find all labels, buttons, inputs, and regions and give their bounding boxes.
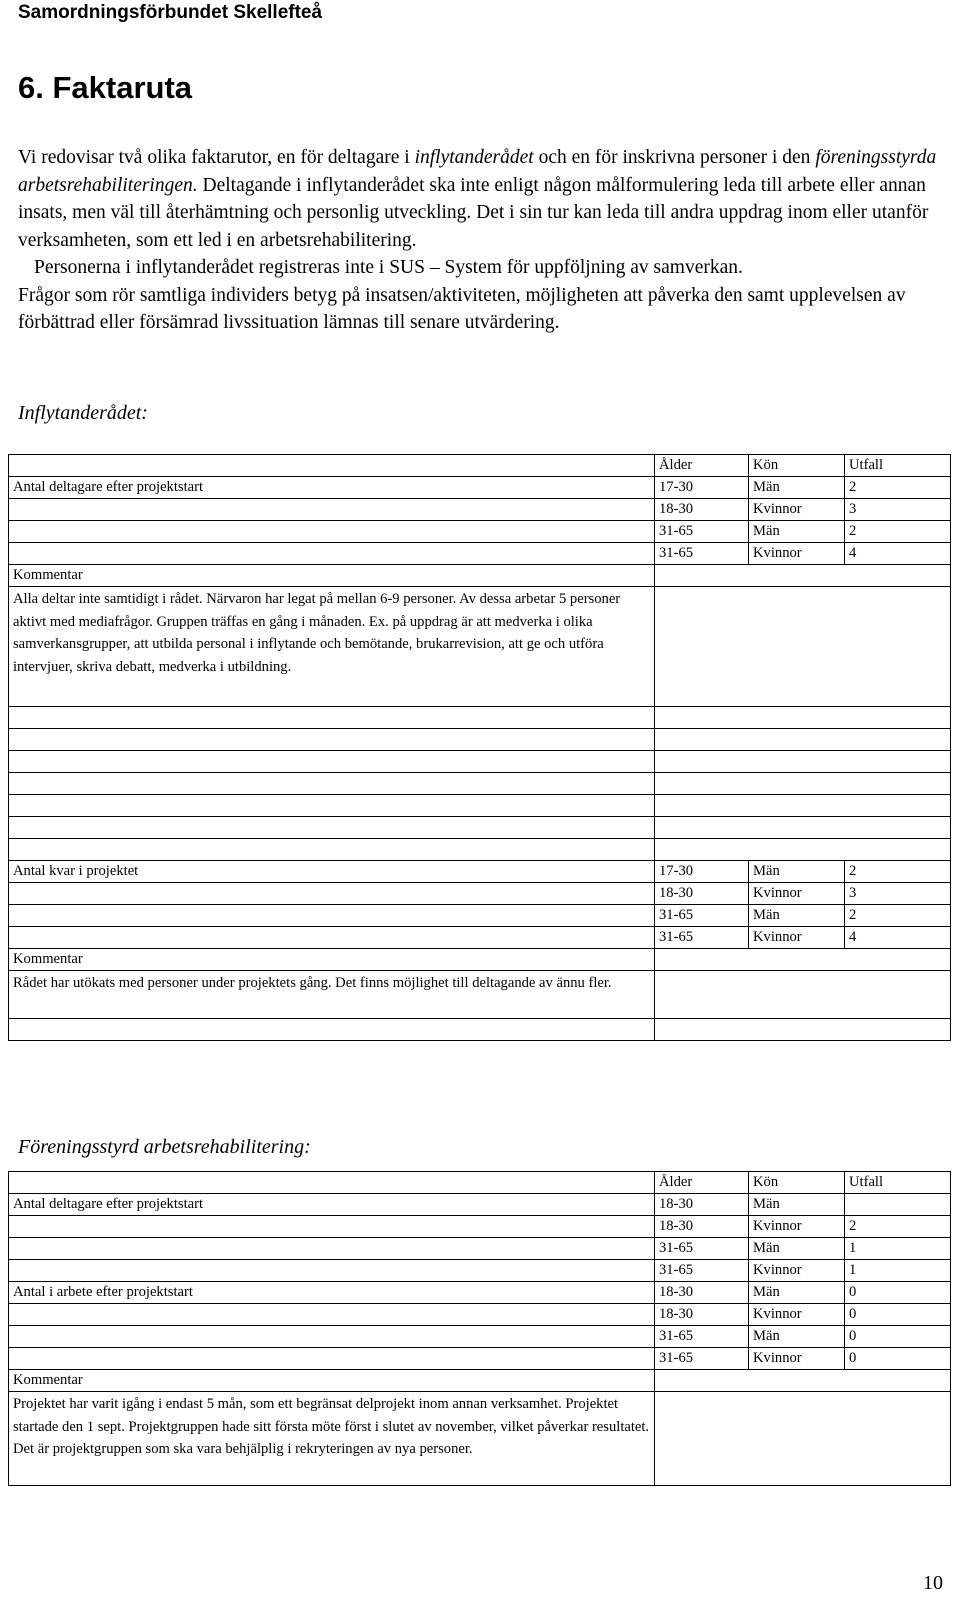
table-row: 31-65 Män 0 xyxy=(9,1326,951,1348)
table-row: 31-65 Män 1 xyxy=(9,1238,951,1260)
empty-row xyxy=(9,795,951,817)
col-gender: Kön xyxy=(749,1172,845,1194)
empty-row xyxy=(9,729,951,751)
intro-paragraph-3: Frågor som rör samtliga individers betyg på insatsen/aktiviteten, möjligheten att påverka den samt upplevelsen av förbättrad eller försämrad livssituation lämnas till senare utvärdering. xyxy=(18,284,906,333)
table-row: Antal kvar i projektet 17-30 Män 2 xyxy=(9,861,951,883)
row-label: Antal deltagare efter projektstart xyxy=(9,1194,655,1216)
table-row: 31-65 Kvinnor 4 xyxy=(9,927,951,949)
col-outcome: Utfall xyxy=(845,455,951,477)
table-row: 18-30 Kvinnor 0 xyxy=(9,1304,951,1326)
inflytanderadet-table xyxy=(8,454,951,1041)
table-row: 18-30 Kvinnor 3 xyxy=(9,499,951,521)
table-row: 31-65 Kvinnor 4 xyxy=(9,543,951,565)
comment-label-row xyxy=(9,949,951,971)
row-label: Antal kvar i projektet xyxy=(9,861,655,883)
table-header-row xyxy=(9,455,951,477)
table-row: 18-30 Kvinnor 3 xyxy=(9,883,951,905)
section-heading: 6. Faktaruta xyxy=(18,70,193,105)
table-row: Antal deltagare efter projektstart 17-30 Män 2 xyxy=(9,477,951,499)
comment-label: Kommentar xyxy=(9,949,655,971)
table-row: 18-30 Kvinnor 2 xyxy=(9,1216,951,1238)
organization-header: Samordningsförbundet Skellefteå xyxy=(18,2,323,23)
intro-paragraph-1: Vi redovisar två olika faktarutor, en för deltagare i inflytanderådet och en för inskrivna personer i den föreningsstyrda arbetsrehabiliteringen. Deltagande i inflytanderådet ska inte enligt någon målformulering leda till arbete eller annan insats, men väl till återhämtning och personlig utveckling. Det i sin tur kan leda till andra uppdrag inom eller utanför verksamheten, som ett led i en arbetsrehabilitering. xyxy=(18,147,937,251)
comment-row xyxy=(9,1392,951,1486)
table-row: 31-65 Män 2 xyxy=(9,521,951,543)
col-age: Ålder xyxy=(655,1172,749,1194)
table-row: 31-65 Män 2 xyxy=(9,905,951,927)
col-outcome: Utfall xyxy=(845,1172,951,1194)
comment-text: Alla deltar inte samtidigt i rådet. Närvaron har legat på mellan 6-9 personer. Av dessa arbetar 5 personer aktivt med mediafrågor. Gruppen träffas en gång i månaden. Ex. på uppdrag är att medverka i olika samverkansgrupper, att utbilda personal i inflytande och bemötande, brukarrevision, att ge och utföra intervjuer, skriva debatt, medverka i utbildning. xyxy=(9,587,655,707)
table-row: 31-65 Kvinnor 1 xyxy=(9,1260,951,1282)
comment-text: Rådet har utökats med personer under projektets gång. Det finns möjlighet till deltagande av ännu fler. xyxy=(9,971,655,1019)
table-row: Antal i arbete efter projektstart 18-30 Män 0 xyxy=(9,1282,951,1304)
empty-row xyxy=(9,773,951,795)
comment-label-row xyxy=(9,1370,951,1392)
empty-row xyxy=(9,707,951,729)
empty-row xyxy=(9,751,951,773)
table-header-row xyxy=(9,1172,951,1194)
col-gender: Kön xyxy=(749,455,845,477)
table-row: Antal deltagare efter projektstart 18-30 Män xyxy=(9,1194,951,1216)
inflytanderadet-title: Inflytanderådet: xyxy=(18,402,148,424)
comment-row xyxy=(9,971,951,1019)
foreningsstyrd-title: Föreningsstyrd arbetsrehabilitering: xyxy=(18,1136,311,1158)
comment-label: Kommentar xyxy=(9,565,655,587)
col-age: Ålder xyxy=(655,455,749,477)
row-label: Antal i arbete efter projektstart xyxy=(9,1282,655,1304)
empty-row xyxy=(9,1019,951,1041)
empty-row xyxy=(9,817,951,839)
comment-row xyxy=(9,587,951,707)
table-row: 31-65 Kvinnor 0 xyxy=(9,1348,951,1370)
comment-label: Kommentar xyxy=(9,1370,655,1392)
comment-label-row xyxy=(9,565,951,587)
empty-row xyxy=(9,839,951,861)
comment-text: Projektet har varit igång i endast 5 mån, som ett begränsat delprojekt inom annan verksamhet. Projektet startade den 1 sept. Projektgruppen hade sitt första möte först i slutet av november, vilket påverkar resultatet. Det är projektgruppen som ska vara behjälplig i rekryteringen av nya personer. xyxy=(9,1392,655,1486)
intro-paragraph-2: Personerna i inflytanderådet registreras inte i SUS – System för uppföljning av samverkan. xyxy=(34,257,743,278)
row-label: Antal deltagare efter projektstart xyxy=(9,477,655,499)
foreningsstyrd-table xyxy=(8,1171,951,1486)
intro-text xyxy=(18,144,948,337)
page-number: 10 xyxy=(923,1572,943,1594)
